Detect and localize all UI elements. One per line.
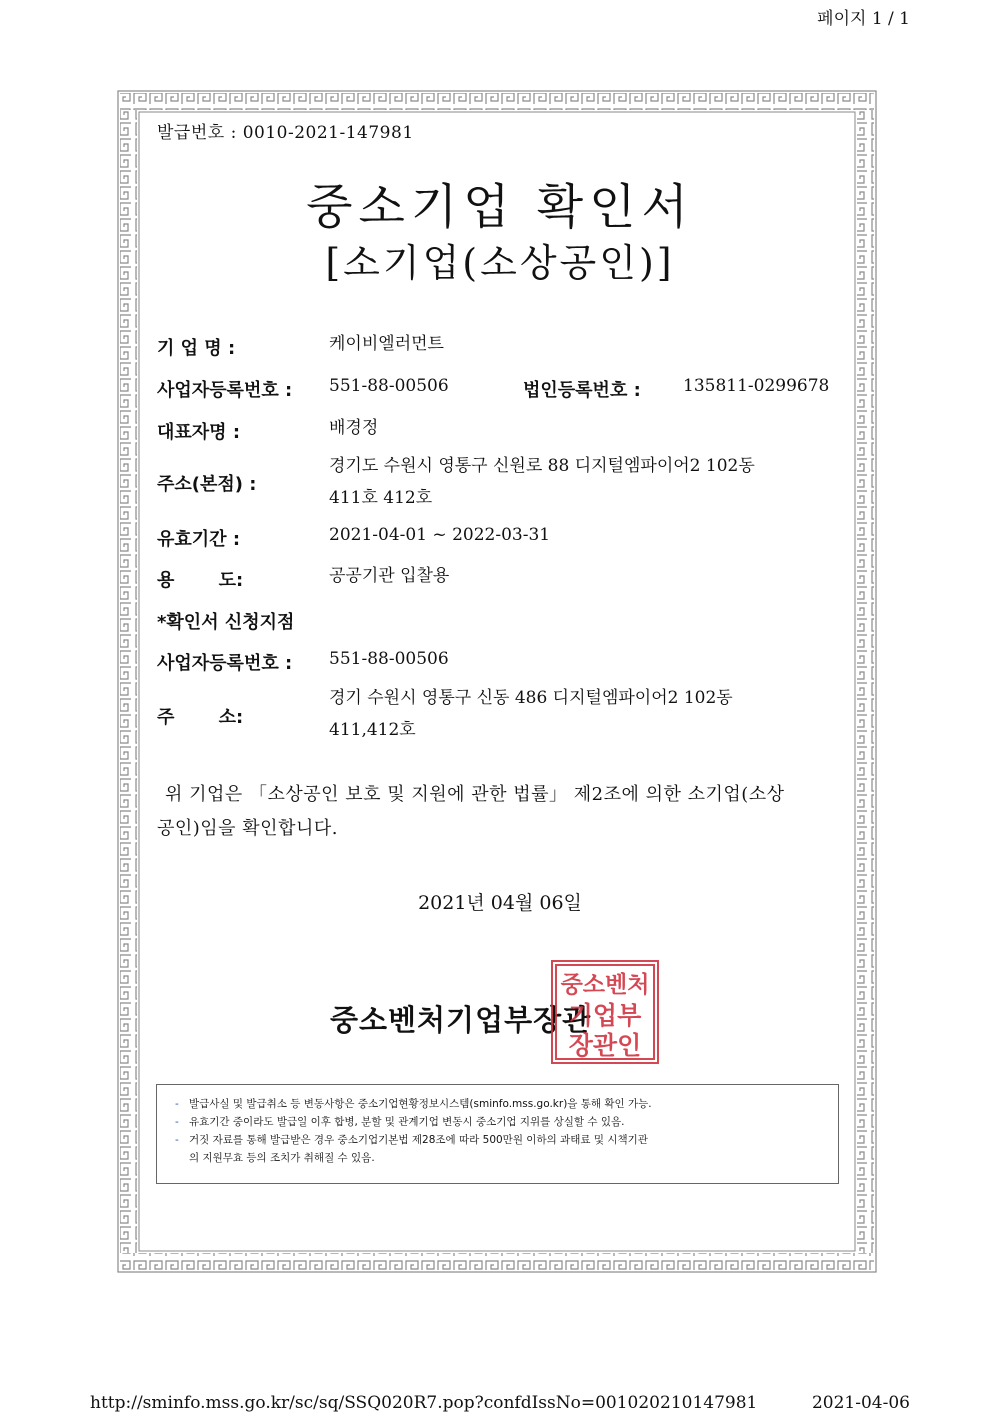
seal-line-1: 중소벤처: [560, 972, 650, 998]
notice-item: [175, 1095, 820, 1113]
address-line1: 경기도 수원시 영통구 신원로 88 디지털엠파이어2 102동: [329, 456, 755, 476]
issue-number: 발급번호 : 0010-2021-147981: [157, 123, 414, 143]
company-name-value: 케이비엘러먼트: [329, 334, 444, 354]
branch-reg-label: 사업자등록번호 :: [157, 653, 293, 674]
address-line2: 411호 412호: [329, 488, 433, 508]
valid-period-value: 2021-04-01 ~ 2022-03-31: [329, 525, 551, 545]
bullet-dash-icon: -: [175, 1134, 179, 1146]
valid-period-label: 유효기간 :: [157, 529, 241, 550]
footer-date: 2021-04-06: [811, 1393, 910, 1413]
branch-address-line1: 경기 수원시 영통구 신동 486 디지털엠파이어2 102동: [329, 688, 733, 708]
notice-item: [175, 1131, 820, 1149]
footer-url[interactable]: http://sminfo.mss.go.kr/sc/sq/SSQ020R7.pop?confdIssNo=001020210147981: [90, 1393, 758, 1413]
bullet-dash-icon: -: [175, 1098, 179, 1110]
notice-box: [156, 1084, 839, 1184]
corporate-reg-value: 135811-0299678: [683, 376, 830, 396]
issue-date: 2021년 04월 06일: [418, 892, 582, 914]
page-indicator: 페이지 1 / 1: [817, 9, 910, 29]
seal-graphic: [553, 962, 657, 1062]
notice-text: 거짓 자료를 통해 발급받은 경우 중소기업기본법 제28조에 따라 500만원 이하의 과태료 및 시책기관: [189, 1134, 648, 1146]
statement-line-1: 위 기업은 「소상공인 보호 및 지원에 관한 법률」 제2조에 의한 소기업(소상: [165, 784, 785, 805]
branch-heading: *확인서 신청지점: [157, 612, 295, 633]
purpose-label: 용 도:: [157, 570, 244, 591]
business-reg-label: 사업자등록번호 :: [157, 380, 293, 401]
statement-line-2: 공인)임을 확인합니다.: [157, 818, 338, 839]
notice-text: 유효기간 중이라도 발급일 이후 합병, 분할 및 관계기업 변동시 중소기업 지위를 상실할 수 있음.: [189, 1116, 625, 1128]
issuer-name: 중소벤처기업부장관: [330, 1003, 592, 1037]
bullet-dash-icon: -: [175, 1116, 179, 1128]
document-subtitle: [소기업(소상공인)]: [325, 241, 675, 285]
confirmation-statement: [157, 778, 847, 846]
notice-text: 발급사실 및 발급취소 등 변동사항은 중소기업현황정보시스템(sminfo.mss.go.kr)을 통해 확인 가능.: [189, 1098, 652, 1110]
branch-address-line2: 411,412호: [329, 720, 416, 740]
branch-reg-value: 551-88-00506: [329, 649, 449, 669]
corporate-reg-label: 법인등록번호 :: [523, 380, 641, 401]
seal-line-2: 기업부: [568, 1001, 642, 1030]
branch-address-label: 주 소:: [157, 707, 244, 728]
official-seal: [551, 960, 659, 1064]
notice-text: 의 지원무효 등의 조치가 취해질 수 있음.: [189, 1152, 375, 1164]
representative-label: 대표자명 :: [157, 422, 241, 443]
document-title: 중소기업 확인서: [306, 179, 694, 235]
company-name-label: 기 업 명 :: [157, 338, 236, 359]
representative-value: 배경정: [329, 418, 379, 438]
notice-item: [175, 1149, 820, 1167]
seal-line-3: 장관인: [568, 1031, 642, 1060]
address-label: 주소(본점) :: [157, 474, 257, 495]
purpose-value: 공공기관 입찰용: [329, 566, 450, 586]
business-reg-value: 551-88-00506: [329, 376, 449, 396]
notice-item: [175, 1113, 820, 1131]
